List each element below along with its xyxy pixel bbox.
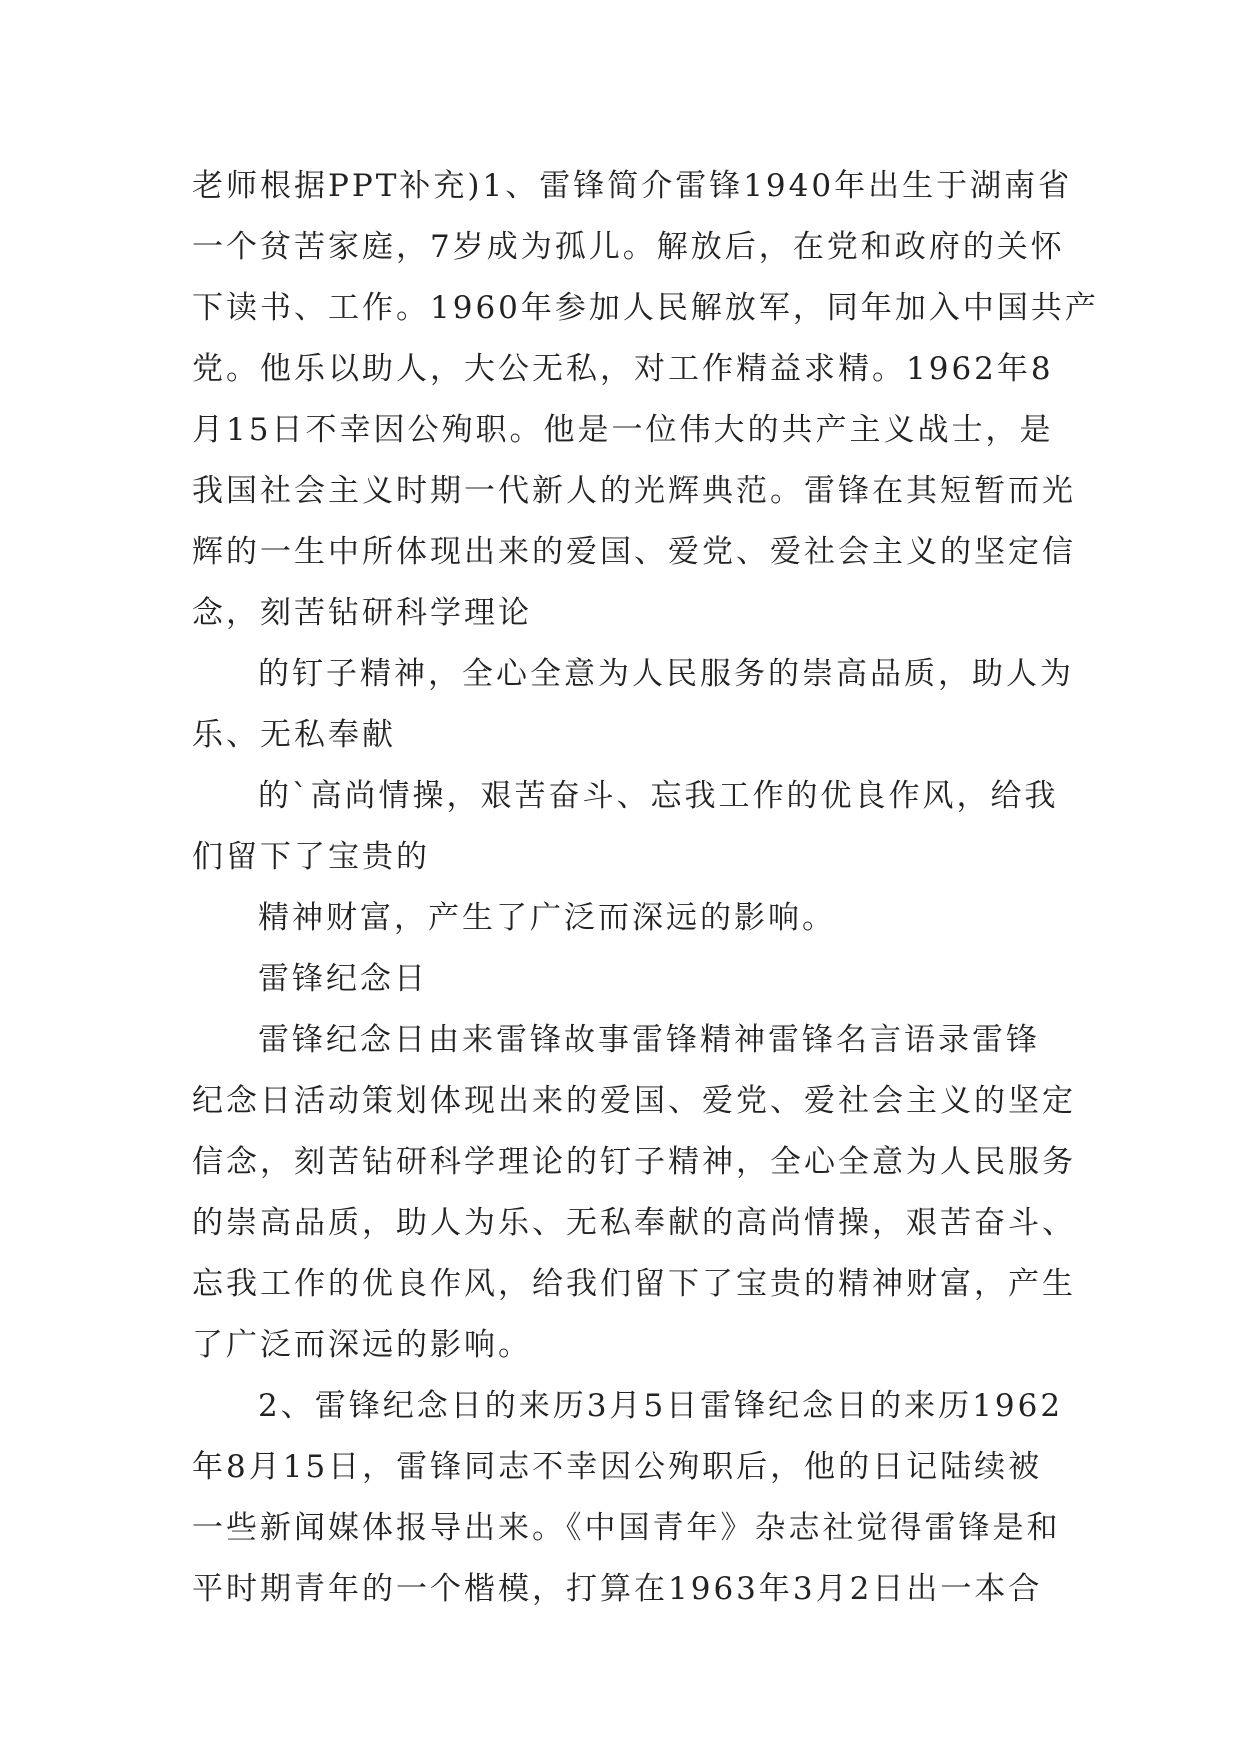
text-line: 一些新闻媒体报导出来。《中国青年》杂志社觉得雷锋是和: [192, 1510, 1061, 1546]
text-line: 平时期青年的一个楷模，打算在1963年3月2日出一本合: [192, 1571, 1043, 1607]
text-line: 一个贫苦家庭，7岁成为孤儿。解放后，在党和政府的关怀: [192, 229, 1065, 265]
text-line: 信念，刻苦钻研科学理论的钉子精神，全心全意为人民服务: [192, 1144, 1076, 1180]
text-line: 精神财富，产生了广泛而深远的影响。: [258, 900, 836, 936]
text-line: 念，刻苦钻研科学理论: [192, 595, 532, 631]
text-line: 月15日不幸因公殉职。他是一位伟大的共产主义战士，是: [192, 412, 1054, 448]
text-line: 2、雷锋纪念日的来历3月5日雷锋纪念日的来历1962: [258, 1388, 1064, 1424]
text-line: 纪念日活动策划体现出来的爱国、爱党、爱社会主义的坚定: [192, 1083, 1076, 1119]
text-line: 们留下了宝贵的: [192, 839, 430, 875]
text-line: 党。他乐以助人，大公无私，对工作精益求精。1962年8: [192, 351, 1054, 387]
text-line: 的`高尚情操，艰苦奋斗、忘我工作的优良作风，给我: [258, 778, 1059, 814]
text-line: 的崇高品质，助人为乐、无私奉献的高尚情操，艰苦奋斗、: [192, 1205, 1076, 1241]
text-line: 乐、无私奉献: [192, 717, 396, 753]
text-line: 老师根据PPT补充)1、雷锋简介雷锋1940年出生于湖南省: [192, 168, 1073, 204]
text-line: 辉的一生中所体现出来的爱国、爱党、爱社会主义的坚定信: [192, 534, 1076, 570]
text-line: 雷锋纪念日由来雷锋故事雷锋精神雷锋名言语录雷锋: [258, 1022, 1040, 1058]
text-line: 忘我工作的优良作风，给我们留下了宝贵的精神财富，产生: [192, 1266, 1076, 1302]
text-line: 下读书、工作。1960年参加人民解放军，同年加入中国共产: [192, 290, 1099, 326]
section-heading: 雷锋纪念日: [258, 961, 428, 997]
text-line: 年8月15日，雷锋同志不幸因公殉职后，他的日记陆续被: [192, 1449, 1043, 1485]
text-line: 了广泛而深远的影响。: [192, 1327, 532, 1363]
text-line: 的钉子精神，全心全意为人民服务的崇高品质，助人为: [258, 656, 1074, 692]
text-line: 我国社会主义时期一代新人的光辉典范。雷锋在其短暂而光: [192, 473, 1076, 509]
